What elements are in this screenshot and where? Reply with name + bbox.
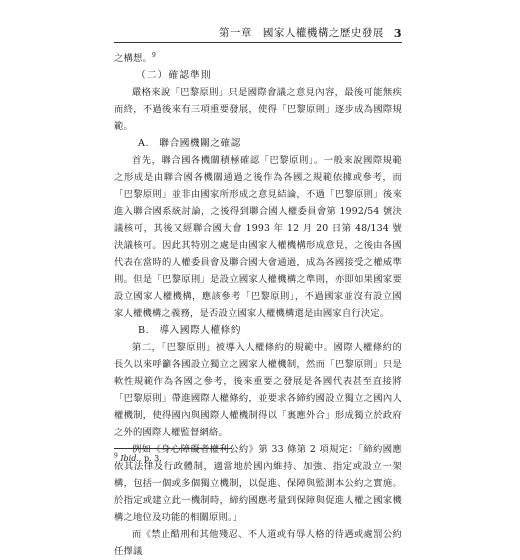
paragraph-treaties: 第二，「巴黎原則」被導入人權條約的規範中。國際人權條約的長久以來呼籲各國設立獨立之國家人權機制，然而「巴黎原則」只是軟性規範作為各國之參考，後來重要之發展是各國代表甚至直接將「巴黎原則」帶進國際人權條約，並要求各締約國設立獨立之國內人權機制，使得國內與國際人權機制得以「裏應外合」形成獨立於政府之外的國際人權監督網絡。 [114,342,402,438]
paragraph-intro: 嚴格來說「巴黎原則」只是國際會議之意見內容，最後可能無疾而終，不過後來有三項重要發展，使得「巴黎原則」逐步成為國際規範。 [114,87,402,132]
section-heading: （二）確認準則 [136,70,212,81]
footnote-divider [114,448,232,449]
paragraph-continuation: 之構想。$^9$ [114,51,157,64]
footnote-number: 9 [114,452,118,460]
subheading-a: A. 聯合國機關之確認 [138,138,241,149]
paragraph-un-confirmation: 首先，聯合國各機關積極確認「巴黎原則」。一般來說國際規範之形成是由聯合國各機關通過之後作為各國之規範依據或參考，而「巴黎原則」並非由國家所形成之意見結論，不過「巴黎原則」後來進入聯合國系統討論，之後得到聯合國人權委員會第 1992/54 號決議核可，其後又經聯合國大會 1993 年 12 月 20 日第 48/134 號決議核可。因此其特別之處是由國家人權機構形成意見，之後由各國代表在當時的人權委員會及聯合國大會通過，成為各國接受之權威準則。但是「巴黎原則」是設立國家人權機構之準則，亦即如果國家要設立國家人權機構，應該參考「巴黎原則」，不過國家並沒有設立國家人權機構之義務，是否設立國家人權機構還是由國家自行決定。 [114,155,402,319]
footnote [114,453,402,465]
main-text [114,50,402,560]
footnote-source: Ibid [120,454,137,463]
paragraph-opcat: 而《禁止酷刑和其他殘忍、不人道或有辱人格的待遇或處罰公約任擇議 [114,529,402,557]
running-header [114,24,402,43]
footnote-ref: 9 [152,51,157,59]
footnote-pages: ., p. 3. [136,454,162,463]
page-number: 3 [393,27,402,40]
paragraph-example: 例如《身心障礙者權利公約》第 33 條第 2 項規定：「締約國應依其法律及行政體制，適當地於國內維持、加強、指定或設立一架構，包括一個或多個獨立機制，以促進、保障與監測本公約之實施。於指定或建立此一機制時，締約國應考量到保障與促進人權之國家機構之地位及功能的相關原則。」 [114,444,402,523]
chapter-title: 第一章 國家人權機構之歷史發展 [218,27,384,39]
subheading-b: B. 導入國際人權條約 [138,325,242,336]
